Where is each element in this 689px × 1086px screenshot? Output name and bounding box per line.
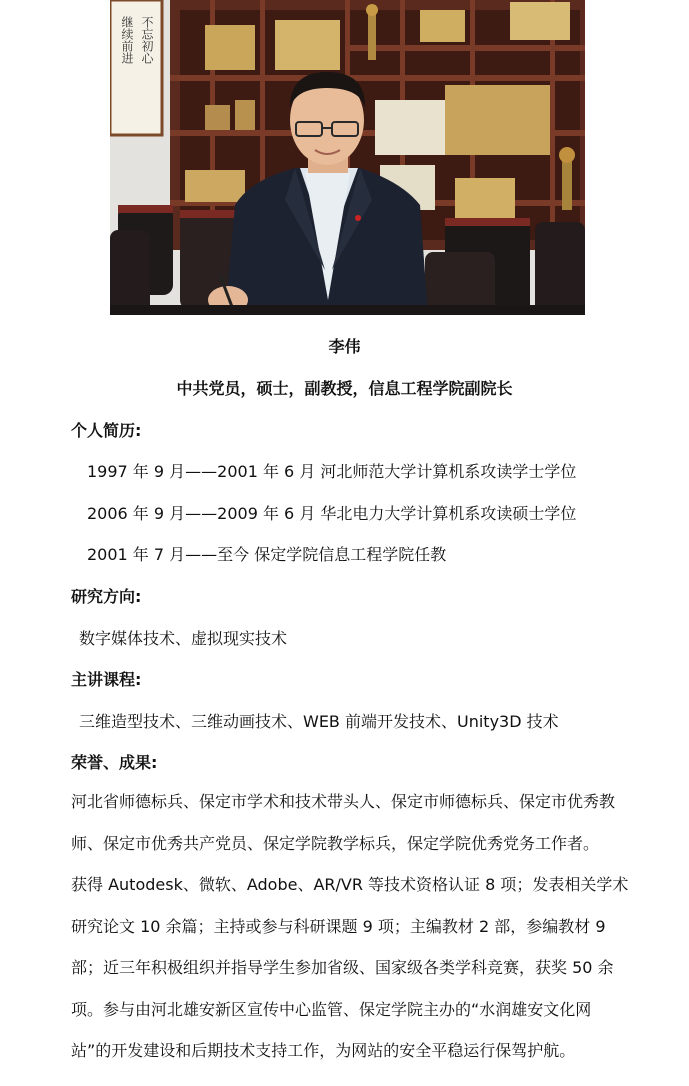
honors-heading: 荣誉、成果: [71,753,158,772]
profile-title: 中共党员，硕士，副教授，信息工程学院副院长 [176,379,513,398]
honors-paragraph-titles: 河北省师德标兵、保定市学术和技术带头人、保定市师德标兵、保定市优秀教师、保定市优秀共产党员、保定学院教学标兵，保定学院优秀党务工作者。 [71,792,616,853]
motto-line-1: 不忘初心 [140,16,154,64]
courses-heading: 主讲课程: [71,670,142,689]
profile-name: 李伟 [328,337,361,356]
resume-heading: 个人简历: [71,421,142,440]
honors-body [71,781,631,1072]
motto-line-2: 继续前进 [120,16,134,64]
courses-text: 三维造型技术、三维动画技术、WEB 前端开发技术、Unity3D 技术 [79,712,559,731]
resume-item: 1997 年 9 月——2001 年 6 月 河北师范大学计算机系攻读学士学位 [87,462,577,481]
honors-paragraph-achievements: 获得 Autodesk、微软、Adobe、AR/VR 等技术资格认证 8 项；发表相关学术研究论文 10 余篇；主持或参与科研课题 9 项；主编教材 2 部，参编教材 9 部；近三年积极组织并指导学生参加省级、国家级各类学科竞赛，获奖 50 余项。参与由河北雄安新区宣传中心监管、保定学院主办的“水润雄安文化网站”的开发建设和后期技术支持工作，为网站的安全平稳运行保驾护航。 [71,875,629,1060]
resume-item: 2006 年 9 月——2009 年 6 月 华北电力大学计算机系攻读硕士学位 [87,504,577,523]
research-heading: 研究方向: [71,587,142,606]
resume-item: 2001 年 7 月——至今 保定学院信息工程学院任教 [87,545,447,564]
research-text: 数字媒体技术、虚拟现实技术 [79,629,288,648]
portrait-photo [110,0,585,315]
